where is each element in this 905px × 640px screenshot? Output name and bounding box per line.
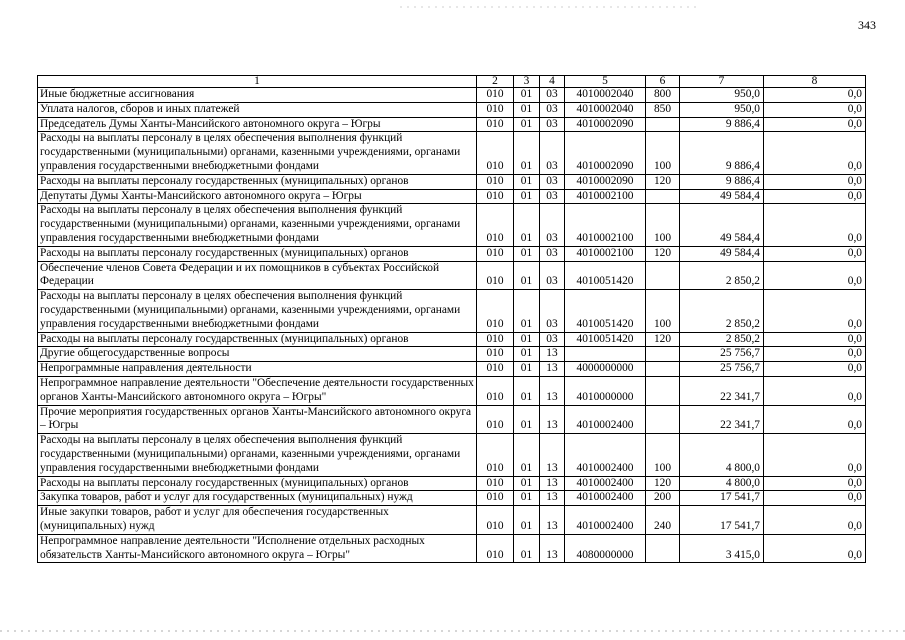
row-name-cell: Другие общегосударственные вопросы [38, 347, 477, 362]
row-col3-cell: 01 [514, 491, 540, 506]
row-col2-cell: 010 [477, 534, 514, 563]
row-col2-cell: 010 [477, 189, 514, 204]
row-col8-cell: 0,0 [764, 246, 866, 261]
table-row [38, 189, 866, 204]
row-name-cell: Расходы на выплаты персоналу государственных (муниципальных) органов [38, 476, 477, 491]
row-name-cell: Председатель Думы Ханты-Мансийского автономного округа – Югры [38, 117, 477, 132]
row-col2-cell: 010 [477, 204, 514, 246]
row-col2-cell: 010 [477, 476, 514, 491]
row-col3-cell: 01 [514, 174, 540, 189]
row-col6-cell: 120 [646, 246, 680, 261]
row-col5-cell: 4010002090 [565, 174, 646, 189]
row-col5-cell: 4010002400 [565, 405, 646, 434]
row-col8-cell: 0,0 [764, 132, 866, 174]
row-col4-cell: 03 [540, 174, 565, 189]
header-cell: 4 [540, 76, 565, 88]
row-col6-cell [646, 189, 680, 204]
row-col7-cell: 25 756,7 [680, 362, 764, 377]
header-cell: 3 [514, 76, 540, 88]
row-col3-cell: 01 [514, 132, 540, 174]
row-col2-cell: 010 [477, 491, 514, 506]
row-col4-cell: 13 [540, 376, 565, 405]
row-name-cell: Прочие мероприятия государственных органов Ханты-Мансийского автономного округа – Югры [38, 405, 477, 434]
table-row [38, 132, 866, 174]
table-row [38, 117, 866, 132]
row-name-cell: Непрограммное направление деятельности "Обеспечение деятельности государственных органов Ханты-Мансийского автономного округа – Югры" [38, 376, 477, 405]
row-col6-cell [646, 534, 680, 563]
row-col5-cell: 4010051420 [565, 290, 646, 332]
row-col8-cell: 0,0 [764, 476, 866, 491]
table-row [38, 362, 866, 377]
row-col2-cell: 010 [477, 506, 514, 535]
row-col4-cell: 03 [540, 102, 565, 117]
row-col6-cell: 120 [646, 174, 680, 189]
table-row [38, 261, 866, 290]
row-col5-cell: 4010002090 [565, 132, 646, 174]
row-col6-cell: 120 [646, 332, 680, 347]
table-row [38, 506, 866, 535]
row-col3-cell: 01 [514, 189, 540, 204]
table-row [38, 434, 866, 476]
table-body [38, 88, 866, 563]
row-col8-cell: 0,0 [764, 290, 866, 332]
row-name-cell: Уплата налогов, сборов и иных платежей [38, 102, 477, 117]
row-col8-cell: 0,0 [764, 405, 866, 434]
row-col2-cell: 010 [477, 102, 514, 117]
row-col6-cell: 800 [646, 88, 680, 103]
row-col6-cell [646, 362, 680, 377]
row-col8-cell: 0,0 [764, 491, 866, 506]
table-row [38, 347, 866, 362]
row-col8-cell: 0,0 [764, 102, 866, 117]
row-name-cell: Расходы на выплаты персоналу в целях обеспечения выполнения функций государственными (муниципальными) органами, казенными учреждениями, органами управления государственными внебюджетными фондами [38, 290, 477, 332]
row-col6-cell: 120 [646, 476, 680, 491]
row-col7-cell: 9 886,4 [680, 117, 764, 132]
row-col8-cell: 0,0 [764, 376, 866, 405]
header-cell: 2 [477, 76, 514, 88]
row-col5-cell: 4000000000 [565, 362, 646, 377]
row-name-cell: Непрограммное направление деятельности "Исполнение отдельных расходных обязательств Ханты-Мансийского автономного округа – Югры" [38, 534, 477, 563]
row-col5-cell: 4010000000 [565, 376, 646, 405]
row-col4-cell: 03 [540, 261, 565, 290]
row-name-cell: Закупка товаров, работ и услуг для государственных (муниципальных) нужд [38, 491, 477, 506]
row-col3-cell: 01 [514, 246, 540, 261]
table-row [38, 246, 866, 261]
row-col6-cell: 100 [646, 132, 680, 174]
row-col3-cell: 01 [514, 261, 540, 290]
row-col5-cell: 4010051420 [565, 261, 646, 290]
row-name-cell: Депутаты Думы Ханты-Мансийского автономного округа – Югры [38, 189, 477, 204]
row-name-cell: Непрограммные направления деятельности [38, 362, 477, 377]
table-row [38, 476, 866, 491]
row-col4-cell: 03 [540, 204, 565, 246]
budget-table [37, 75, 866, 563]
table-row [38, 405, 866, 434]
row-col7-cell: 17 541,7 [680, 491, 764, 506]
row-col7-cell: 49 584,4 [680, 189, 764, 204]
row-col2-cell: 010 [477, 88, 514, 103]
row-col7-cell: 950,0 [680, 102, 764, 117]
row-col6-cell: 200 [646, 491, 680, 506]
row-col2-cell: 010 [477, 362, 514, 377]
row-col2-cell: 010 [477, 434, 514, 476]
row-col3-cell: 01 [514, 476, 540, 491]
row-col3-cell: 01 [514, 88, 540, 103]
row-col2-cell: 010 [477, 347, 514, 362]
row-name-cell: Обеспечение членов Совета Федерации и их помощников в субъектах Российской Федерации [38, 261, 477, 290]
row-col8-cell: 0,0 [764, 261, 866, 290]
row-col6-cell: 240 [646, 506, 680, 535]
row-name-cell: Расходы на выплаты персоналу в целях обеспечения выполнения функций государственными (муниципальными) органами, казенными учреждениями, органами управления государственными внебюджетными фондами [38, 204, 477, 246]
header-cell: 6 [646, 76, 680, 88]
header-cell: 1 [38, 76, 477, 88]
row-col7-cell: 49 584,4 [680, 204, 764, 246]
table-row [38, 88, 866, 103]
header-cell: 7 [680, 76, 764, 88]
row-col7-cell: 25 756,7 [680, 347, 764, 362]
row-col3-cell: 01 [514, 102, 540, 117]
row-col7-cell: 49 584,4 [680, 246, 764, 261]
row-col4-cell: 13 [540, 362, 565, 377]
table-row [38, 491, 866, 506]
row-col4-cell: 03 [540, 290, 565, 332]
row-col5-cell: 4010002100 [565, 189, 646, 204]
row-col3-cell: 01 [514, 434, 540, 476]
header-row [38, 76, 866, 88]
row-col8-cell: 0,0 [764, 434, 866, 476]
row-col4-cell: 13 [540, 506, 565, 535]
row-col5-cell: 4080000000 [565, 534, 646, 563]
row-col3-cell: 01 [514, 117, 540, 132]
row-col4-cell: 03 [540, 189, 565, 204]
row-col4-cell: 03 [540, 332, 565, 347]
row-col8-cell: 0,0 [764, 189, 866, 204]
row-col8-cell: 0,0 [764, 117, 866, 132]
row-col2-cell: 010 [477, 332, 514, 347]
table-row [38, 376, 866, 405]
row-col2-cell: 010 [477, 132, 514, 174]
row-col7-cell: 9 886,4 [680, 174, 764, 189]
row-col7-cell: 3 415,0 [680, 534, 764, 563]
table-row [38, 332, 866, 347]
row-col8-cell: 0,0 [764, 347, 866, 362]
row-col6-cell [646, 261, 680, 290]
row-col2-cell: 010 [477, 117, 514, 132]
row-col4-cell: 13 [540, 491, 565, 506]
row-col7-cell: 2 850,2 [680, 332, 764, 347]
header-cell: 8 [764, 76, 866, 88]
row-col5-cell: 4010002100 [565, 246, 646, 261]
row-col2-cell: 010 [477, 174, 514, 189]
row-col2-cell: 010 [477, 261, 514, 290]
table-row [38, 204, 866, 246]
row-col8-cell: 0,0 [764, 362, 866, 377]
row-col5-cell: 4010002040 [565, 88, 646, 103]
row-col7-cell: 17 541,7 [680, 506, 764, 535]
row-col5-cell: 4010051420 [565, 332, 646, 347]
row-col5-cell: 4010002400 [565, 491, 646, 506]
row-col8-cell: 0,0 [764, 506, 866, 535]
row-name-cell: Иные закупки товаров, работ и услуг для обеспечения государственных (муниципальных) нужд [38, 506, 477, 535]
row-col7-cell: 2 850,2 [680, 261, 764, 290]
table-row [38, 174, 866, 189]
header-cell: 5 [565, 76, 646, 88]
row-col3-cell: 01 [514, 347, 540, 362]
row-col6-cell: 100 [646, 204, 680, 246]
row-col4-cell: 13 [540, 476, 565, 491]
row-col3-cell: 01 [514, 362, 540, 377]
row-col7-cell: 950,0 [680, 88, 764, 103]
row-col4-cell: 13 [540, 434, 565, 476]
row-col7-cell: 2 850,2 [680, 290, 764, 332]
row-col7-cell: 22 341,7 [680, 405, 764, 434]
row-col3-cell: 01 [514, 506, 540, 535]
row-col3-cell: 01 [514, 204, 540, 246]
table-row [38, 290, 866, 332]
row-col6-cell [646, 405, 680, 434]
row-col8-cell: 0,0 [764, 332, 866, 347]
row-col7-cell: 4 800,0 [680, 476, 764, 491]
row-col6-cell: 100 [646, 290, 680, 332]
row-col4-cell: 03 [540, 88, 565, 103]
row-col2-cell: 010 [477, 290, 514, 332]
row-col2-cell: 010 [477, 246, 514, 261]
row-name-cell: Иные бюджетные ассигнования [38, 88, 477, 103]
scan-artifact-bottom [0, 630, 905, 632]
row-name-cell: Расходы на выплаты персоналу в целях обеспечения выполнения функций государственными (муниципальными) органами, казенными учреждениями, органами управления государственными внебюджетными фондами [38, 434, 477, 476]
row-col5-cell [565, 347, 646, 362]
row-col7-cell: 4 800,0 [680, 434, 764, 476]
row-col7-cell: 9 886,4 [680, 132, 764, 174]
row-col8-cell: 0,0 [764, 204, 866, 246]
row-name-cell: Расходы на выплаты персоналу государственных (муниципальных) органов [38, 174, 477, 189]
row-col7-cell: 22 341,7 [680, 376, 764, 405]
row-col8-cell: 0,0 [764, 534, 866, 563]
row-col5-cell: 4010002040 [565, 102, 646, 117]
scan-artifact-top [400, 6, 700, 8]
row-col4-cell: 03 [540, 132, 565, 174]
row-col4-cell: 03 [540, 117, 565, 132]
row-col3-cell: 01 [514, 290, 540, 332]
row-name-cell: Расходы на выплаты персоналу государственных (муниципальных) органов [38, 332, 477, 347]
row-col6-cell: 100 [646, 434, 680, 476]
table-row [38, 534, 866, 563]
table-row [38, 102, 866, 117]
row-name-cell: Расходы на выплаты персоналу в целях обеспечения выполнения функций государственными (муниципальными) органами, казенными учреждениями, органами управления государственными внебюджетными фондами [38, 132, 477, 174]
row-col6-cell [646, 347, 680, 362]
row-col4-cell: 03 [540, 246, 565, 261]
page-number: 343 [858, 18, 876, 32]
row-col5-cell: 4010002400 [565, 476, 646, 491]
row-col6-cell [646, 117, 680, 132]
row-col4-cell: 13 [540, 347, 565, 362]
row-col8-cell: 0,0 [764, 88, 866, 103]
row-col8-cell: 0,0 [764, 174, 866, 189]
row-col6-cell: 850 [646, 102, 680, 117]
row-col3-cell: 01 [514, 405, 540, 434]
row-col2-cell: 010 [477, 405, 514, 434]
row-col6-cell [646, 376, 680, 405]
row-col4-cell: 13 [540, 534, 565, 563]
row-col3-cell: 01 [514, 332, 540, 347]
row-col4-cell: 13 [540, 405, 565, 434]
row-col3-cell: 01 [514, 534, 540, 563]
row-col5-cell: 4010002400 [565, 506, 646, 535]
row-col5-cell: 4010002400 [565, 434, 646, 476]
row-col2-cell: 010 [477, 376, 514, 405]
row-col5-cell: 4010002090 [565, 117, 646, 132]
row-col5-cell: 4010002100 [565, 204, 646, 246]
row-col3-cell: 01 [514, 376, 540, 405]
row-name-cell: Расходы на выплаты персоналу государственных (муниципальных) органов [38, 246, 477, 261]
